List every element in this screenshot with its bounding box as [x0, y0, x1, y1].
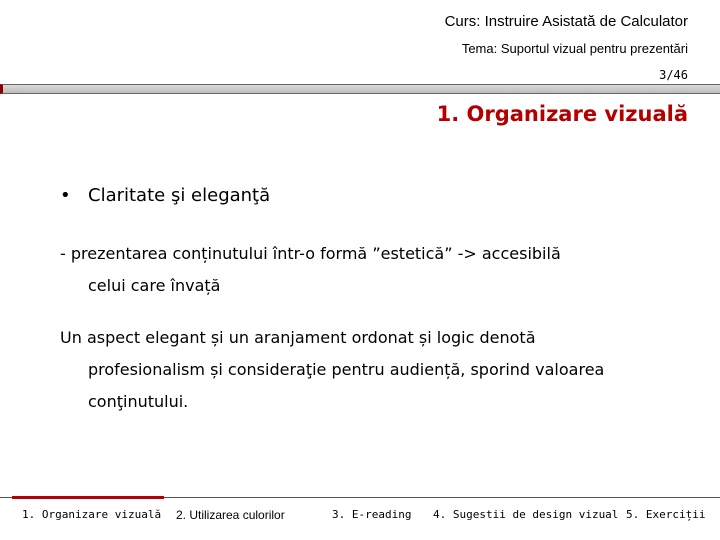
paragraph-line: Un aspect elegant și un aranjament ordonat și logic denotă — [60, 328, 536, 347]
footer-nav-exercitii[interactable]: 5. Exerciții — [626, 508, 706, 521]
footer-nav-culori[interactable]: 2. Utilizarea culorilor — [176, 508, 285, 522]
slide-title: 1. Organizare vizuală — [436, 102, 688, 126]
page-counter: 3/46 — [659, 68, 688, 82]
footer-nav-e-reading[interactable]: 3. E-reading — [332, 508, 412, 521]
paragraph-elegance — [60, 322, 604, 418]
footer-nav-sugestii[interactable]: 4. Sugestii de design vizual — [433, 508, 619, 521]
footer-nav-organizare[interactable]: 1. Organizare vizuală — [22, 508, 162, 521]
paragraph-line: celui care învață — [88, 276, 221, 295]
bullet-text: Claritate şi eleganţă — [88, 185, 271, 206]
footer-active-indicator — [12, 496, 164, 499]
paragraph-line: profesionalism și consideraţie pentru audiență, sporind valoarea — [88, 360, 605, 379]
header-divider-bar — [0, 84, 720, 94]
paragraph-line: - prezentarea conținutului într-o formă ”estetică” -> accesibilă — [60, 244, 561, 263]
bullet-icon: • — [60, 185, 71, 206]
topic-title: Tema: Suportul vizual pentru prezentări — [461, 41, 688, 56]
paragraph-aesthetic — [60, 238, 561, 302]
bullet-point — [60, 185, 270, 206]
paragraph-line: conţinutului. — [88, 392, 189, 411]
course-title: Curs: Instruire Asistată de Calculator — [444, 13, 688, 30]
